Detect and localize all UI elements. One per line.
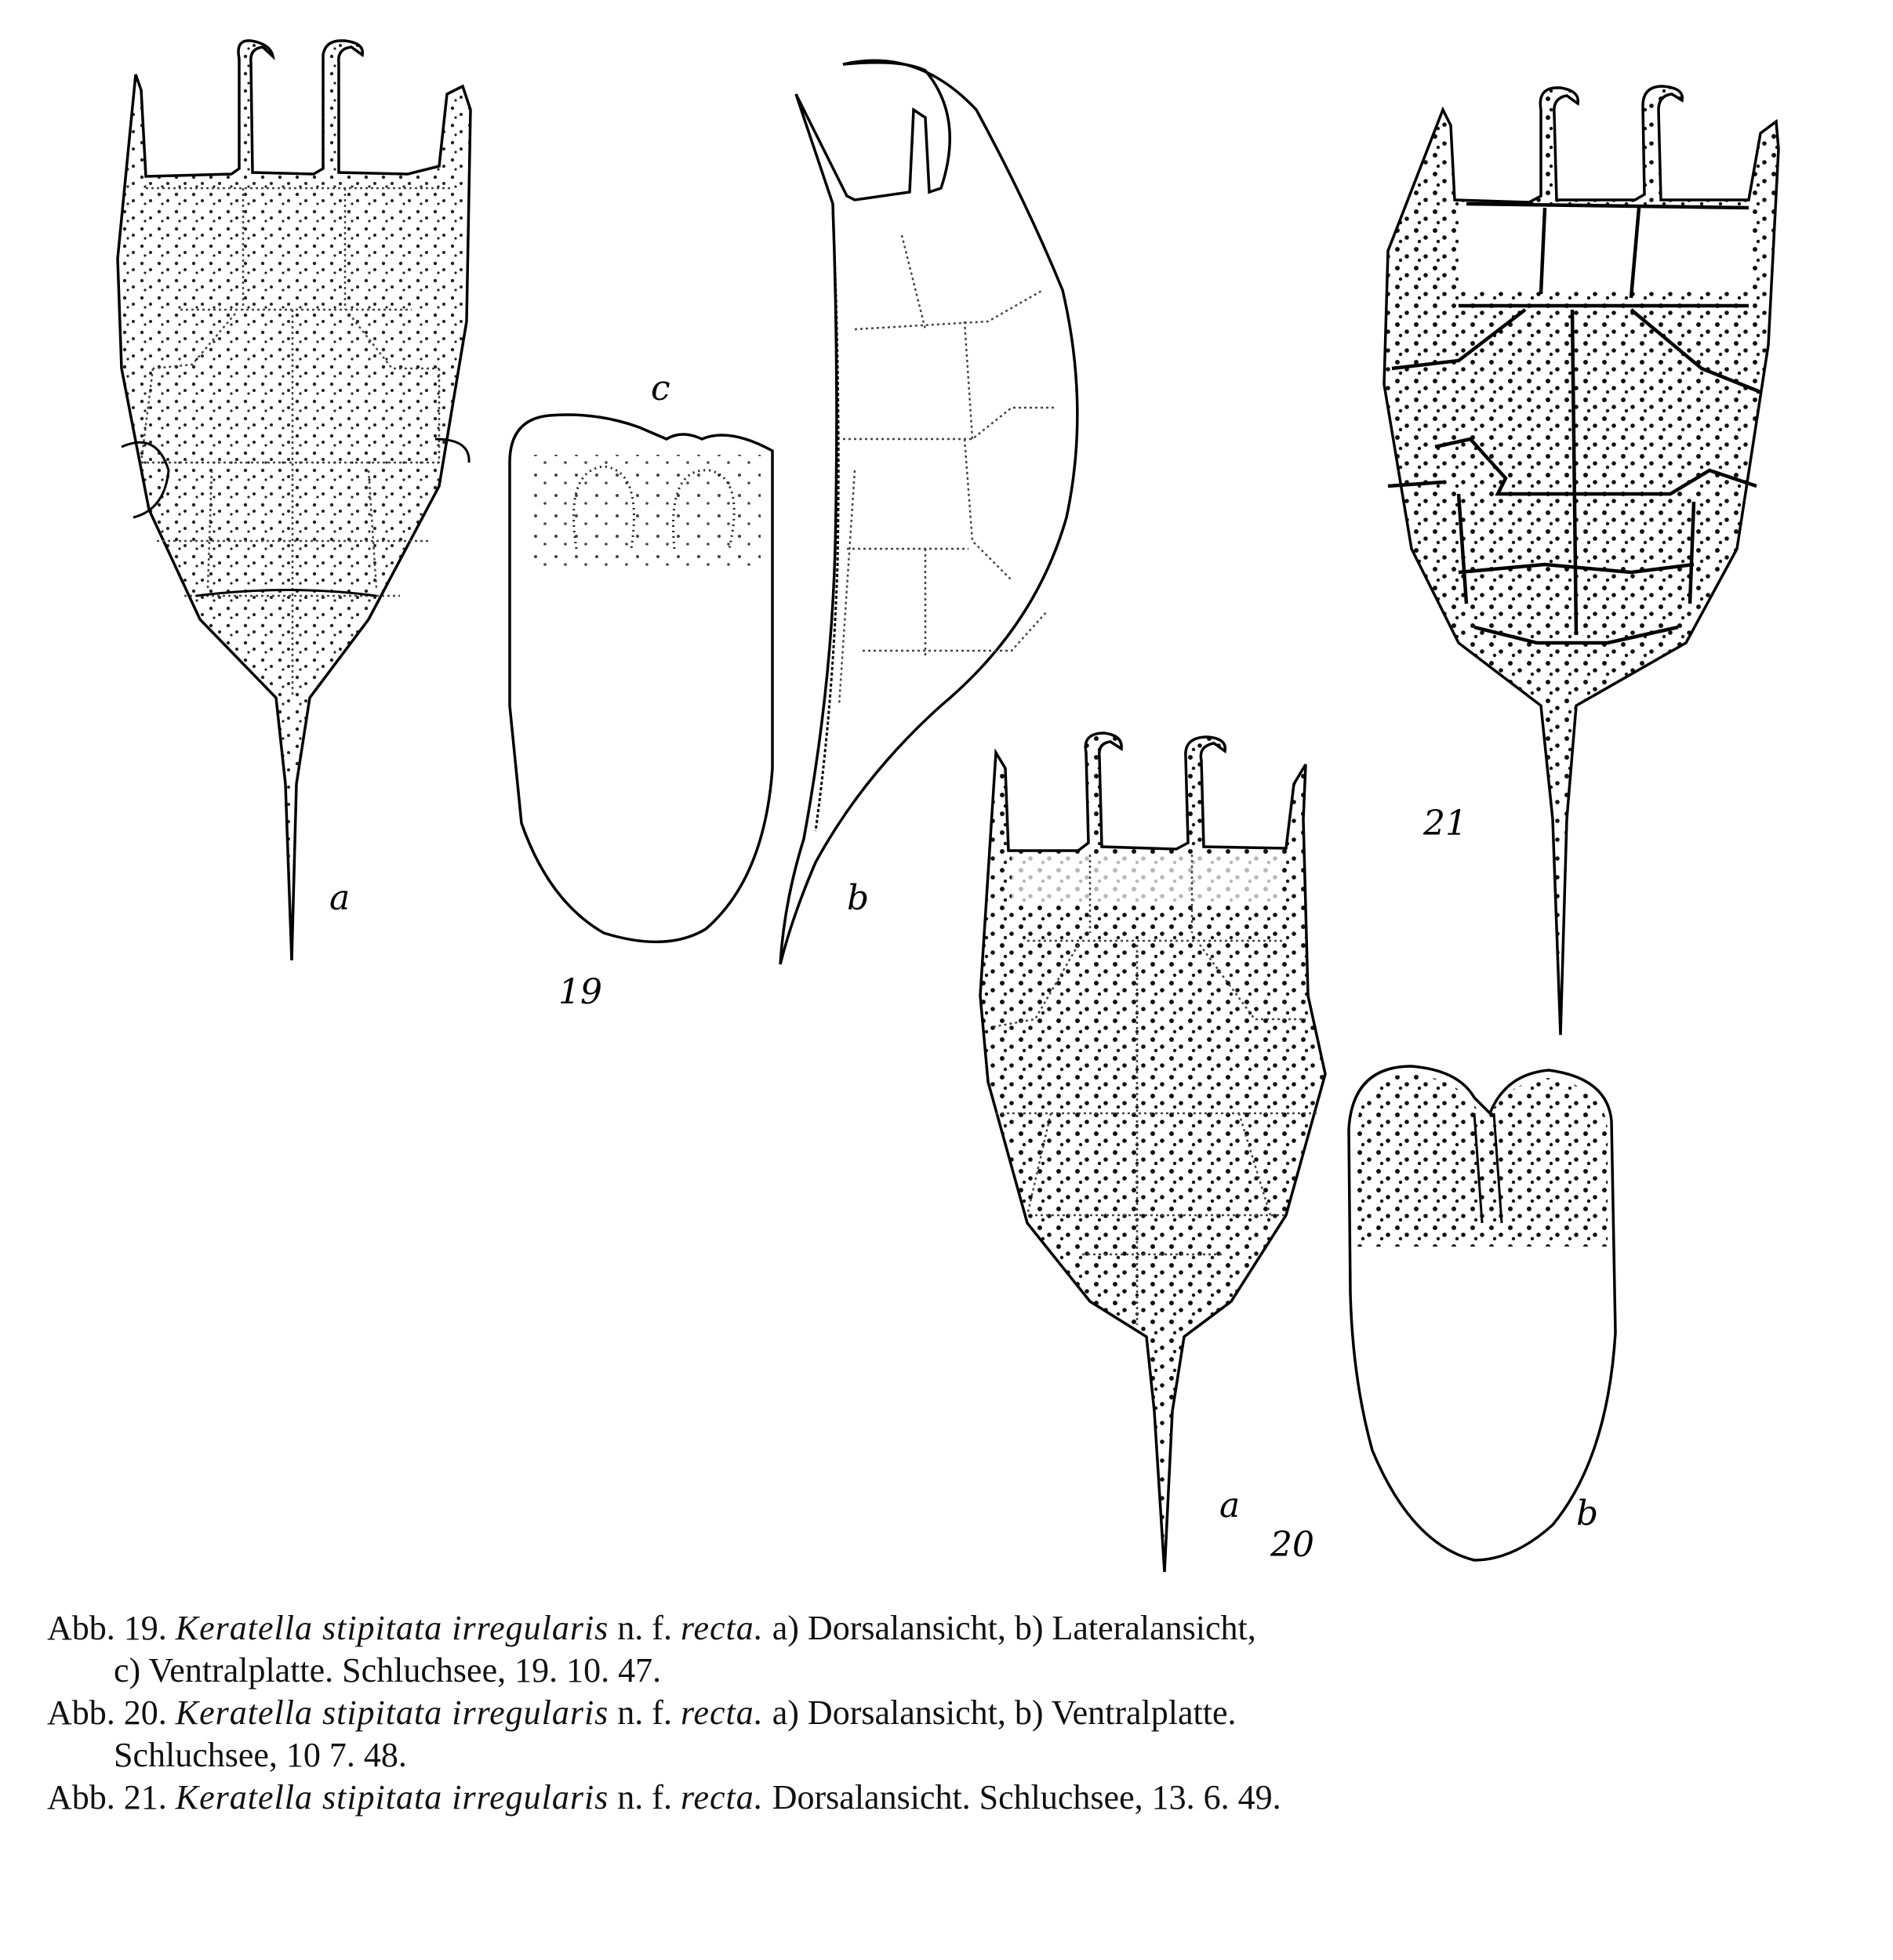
caption-mid: n. f.	[617, 1609, 672, 1647]
caption-rest: a) Dorsalansicht, b) Ventralplatte.	[772, 1693, 1237, 1732]
caption-fig20	[47, 1692, 1710, 1777]
fig19b-label: b	[847, 878, 870, 918]
fig21-clear-top	[1459, 205, 1749, 292]
caption-prefix: Abb. 19.	[47, 1609, 167, 1647]
fig20b-ventral-plate	[1349, 1066, 1615, 1560]
fig21-number: 21	[1423, 804, 1467, 844]
fig20b-label: b	[1576, 1494, 1599, 1534]
caption-species: Keratella stipitata irregularis	[175, 1778, 609, 1817]
caption-species: Keratella stipitata irregularis	[175, 1609, 609, 1647]
caption-rest: a) Dorsalansicht, b) Lateralansicht,	[772, 1609, 1256, 1647]
figure-captions	[47, 1607, 1710, 1819]
caption-form: recta.	[680, 1693, 764, 1732]
fig20a-label: a	[1219, 1486, 1241, 1526]
fig19a-dorsal-view	[118, 41, 471, 960]
fig20a-clear-top	[1012, 855, 1282, 902]
caption-line2: c) Ventralplatte. Schluchsee, 19. 10. 47.	[114, 1651, 662, 1690]
caption-prefix: Abb. 20.	[47, 1693, 167, 1732]
caption-rest: Dorsalansicht. Schluchsee, 13. 6. 49.	[772, 1778, 1281, 1817]
caption-form: recta.	[680, 1778, 764, 1817]
caption-fig19	[47, 1607, 1710, 1692]
fig19b-outline	[780, 60, 1077, 964]
caption-prefix: Abb. 21.	[47, 1778, 167, 1817]
fig19b-lateral-view	[780, 60, 1077, 964]
caption-line2: Schluchsee, 10 7. 48.	[114, 1736, 407, 1774]
fig19a-outline	[118, 41, 471, 960]
caption-fig21	[47, 1777, 1710, 1819]
fig19c-ventral-plate	[510, 368, 772, 1012]
caption-form: recta.	[680, 1609, 764, 1647]
fig20-number: 20	[1270, 1525, 1314, 1565]
fig21-dorsal-view	[1384, 86, 1779, 1035]
caption-mid: n. f.	[617, 1778, 672, 1817]
fig19c-label: c	[651, 368, 670, 408]
fig19c-dotted-region	[533, 455, 761, 572]
caption-species: Keratella stipitata irregularis	[175, 1693, 609, 1732]
caption-mid: n. f.	[617, 1693, 672, 1732]
fig19-number: 19	[558, 972, 602, 1012]
fig20a-dorsal-view	[980, 733, 1325, 1572]
fig19a-label: a	[329, 878, 351, 918]
